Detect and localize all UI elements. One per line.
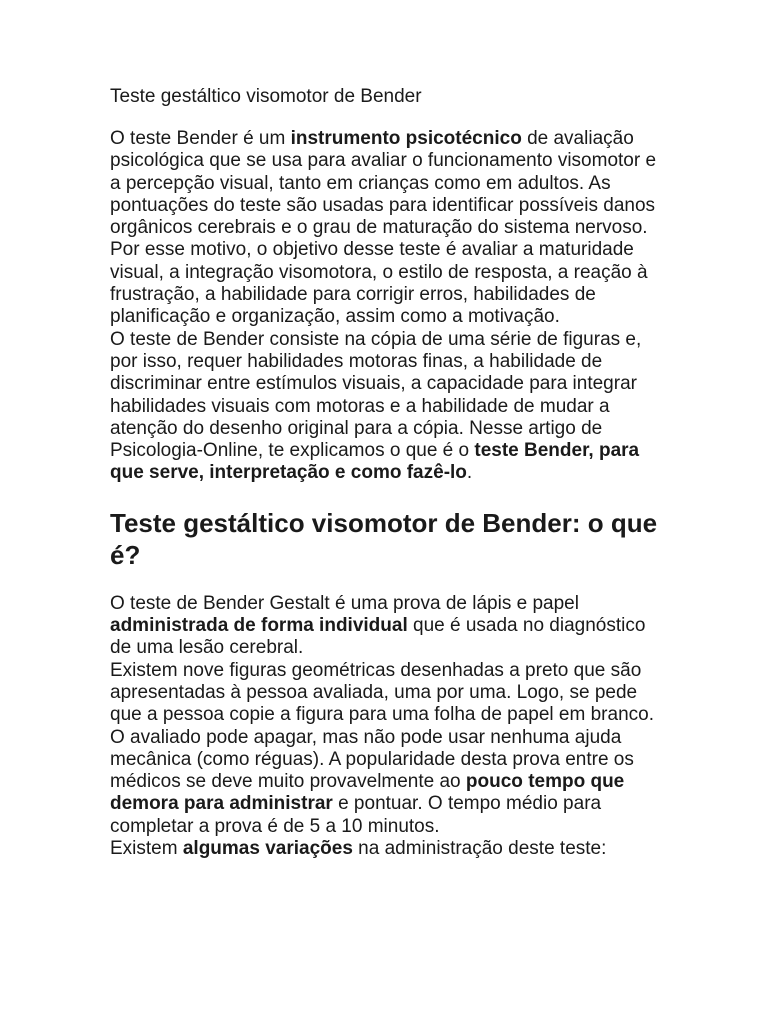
text-run: que é usada no diagnóstico de uma lesão cerebral. <box>110 615 646 659</box>
bold-text-run: teste Bender, para que serve, interpretação e como fazê-lo <box>110 440 640 484</box>
text-run: de avaliação psicológica que se usa para avaliar o funcionamento visomotor e a percepção visual, tanto em crianças como em adultos. As pontuações do teste são usadas para identificar possíveis danos orgânicos cerebrais e o grau de maturação do sistema nervoso. Por esse motivo, o objetivo desse teste é avaliar a maturidade visual, a integração visomotora, o estilo de resposta, a reação à frustração, a habilidade para corrigir erros, habilidades de planificação e organização, assim como a motivação. <box>110 128 657 328</box>
text-run: na administração deste teste: <box>352 838 607 860</box>
bold-text-run: algumas variações <box>182 838 353 860</box>
intro-paragraph-1 <box>110 128 670 329</box>
document-page <box>110 86 670 860</box>
text-run: Existem nove figuras geométricas desenhadas a preto que são apresentadas à pessoa avaliada, uma por uma. Logo, se pede que a pessoa copie a figura para uma folha de papel em branco. O avaliado pode apagar, mas não pode usar nenhuma ajuda mecânica (como réguas). A popularidade desta prova entre os médicos se deve muito provavelmente ao <box>110 659 654 793</box>
text-run: O teste de Bender consiste na cópia de uma série de figuras e, por isso, requer habilidades motoras finas, a habilidade de discriminar entre estímulos visuais, a capacidade para integrar habilidades visuais com motoras e a habilidade de mudar a atenção do desenho original para a cópia. Nesse artigo de Psicologia-Online, te explicamos o que é o <box>110 328 642 462</box>
bold-text-run: administrada de forma individual <box>110 615 408 637</box>
bold-text-run: pouco tempo que demora para administrar <box>110 771 625 815</box>
text-run: Existem <box>110 838 183 860</box>
section-heading: Teste gestáltico visomotor de Bender: o que é? <box>110 507 658 570</box>
intro-paragraph-2 <box>110 329 670 485</box>
document-title: Teste gestáltico visomotor de Bender <box>110 86 422 107</box>
text-run: . <box>466 462 473 484</box>
bold-text-run: instrumento psicotécnico <box>290 128 522 149</box>
section-paragraph-1 <box>110 593 670 660</box>
text-run: e pontuar. O tempo médio para completar a prova é de 5 a 10 minutos. <box>110 793 602 837</box>
section-paragraph-3 <box>110 838 670 860</box>
text-run: O teste de Bender Gestalt é uma prova de lápis e papel <box>110 592 579 614</box>
section-paragraph-2 <box>110 660 670 838</box>
text-run: O teste Bender é um <box>110 128 291 149</box>
